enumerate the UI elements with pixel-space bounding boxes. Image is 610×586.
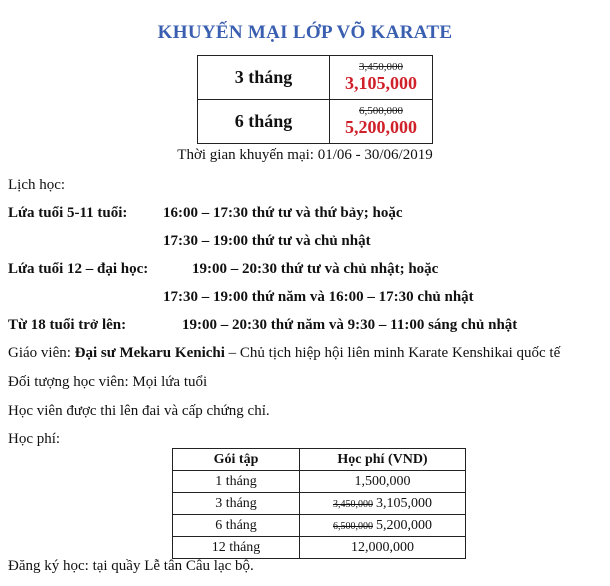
promo-old-price: 6,500,000 [359, 105, 403, 118]
promo-new-price: 3,105,000 [345, 72, 417, 93]
fees-header-row [173, 449, 466, 471]
promo-price-cell [330, 56, 433, 100]
promo-row [198, 56, 433, 100]
fee-value: 5,200,000 [376, 517, 432, 533]
promo-table [197, 55, 433, 144]
fee-package: 6 tháng [173, 515, 300, 537]
fee-old-value: 6,500,000 [333, 520, 373, 532]
teacher-label: Giáo viên: [8, 345, 75, 361]
schedule-time-line: 17:30 – 19:00 thứ năm và 16:00 – 17:30 chủ nhật [163, 289, 474, 305]
teacher-line [8, 345, 560, 362]
page-title: KHUYẾN MẠI LỚP VÕ KARATE [157, 22, 453, 43]
promo-old-price: 3,450,000 [359, 61, 403, 74]
fee-value-cell [300, 493, 466, 515]
schedule-time-line: 19:00 – 20:30 thứ năm và 9:30 – 11:00 sáng chủ nhật [182, 317, 518, 333]
fee-package: 12 tháng [173, 537, 300, 559]
table-row [173, 537, 466, 559]
schedule-group-label: Từ 18 tuổi trở lên: [8, 317, 127, 333]
schedule-time-line: 16:00 – 17:30 thứ tư và thứ bảy; hoặc [163, 205, 403, 221]
fee-package: 1 tháng [173, 471, 300, 493]
table-row [173, 515, 466, 537]
table-row [173, 493, 466, 515]
schedule-time-line: 19:00 – 20:30 thứ tư và chủ nhật; hoặc [192, 261, 439, 277]
schedule-group-label: Lứa tuổi 12 – đại học: [8, 261, 149, 277]
fee-value-cell [300, 515, 466, 537]
promo-row [198, 100, 433, 144]
fee-value-cell [300, 537, 466, 559]
fees-table [172, 448, 466, 559]
schedule-group-label: Lứa tuổi 5-11 tuổi: [8, 205, 128, 221]
teacher-description: – Chủ tịch hiệp hội liên minh Karate Kenshikai quốc tế [224, 345, 561, 361]
schedule-time-line: 17:30 – 19:00 thứ tư và chủ nhật [163, 233, 371, 249]
promo-new-price: 5,200,000 [345, 116, 417, 137]
fee-value-cell [300, 471, 466, 493]
register-text: Đăng ký học: tại quầy Lễ tân Câu lạc bộ. [8, 558, 254, 574]
audience-text: Đối tượng học viên: Mọi lứa tuổi [8, 374, 208, 390]
fee-value: 3,105,000 [376, 495, 432, 511]
schedule-heading: Lịch học: [8, 177, 66, 193]
promo-duration: 6 tháng [198, 100, 330, 144]
promo-period: Thời gian khuyến mại: 01/06 - 30/06/2019 [177, 147, 433, 163]
fees-col-fee: Học phí (VND) [300, 449, 466, 471]
fees-col-package: Gói tập [173, 449, 300, 471]
promo-duration: 3 tháng [198, 56, 330, 100]
promo-price-cell [330, 100, 433, 144]
fees-heading: Học phí: [8, 431, 61, 447]
certificate-text: Học viên được thi lên đai và cấp chứng chỉ. [8, 403, 270, 419]
fee-value: 1,500,000 [354, 473, 411, 489]
table-row [173, 471, 466, 493]
fee-package: 3 tháng [173, 493, 300, 515]
teacher-name: Đại sư Mekaru Kenichi [74, 345, 225, 361]
fee-value: 12,000,000 [351, 539, 414, 555]
fee-old-value: 3,450,000 [333, 498, 373, 510]
